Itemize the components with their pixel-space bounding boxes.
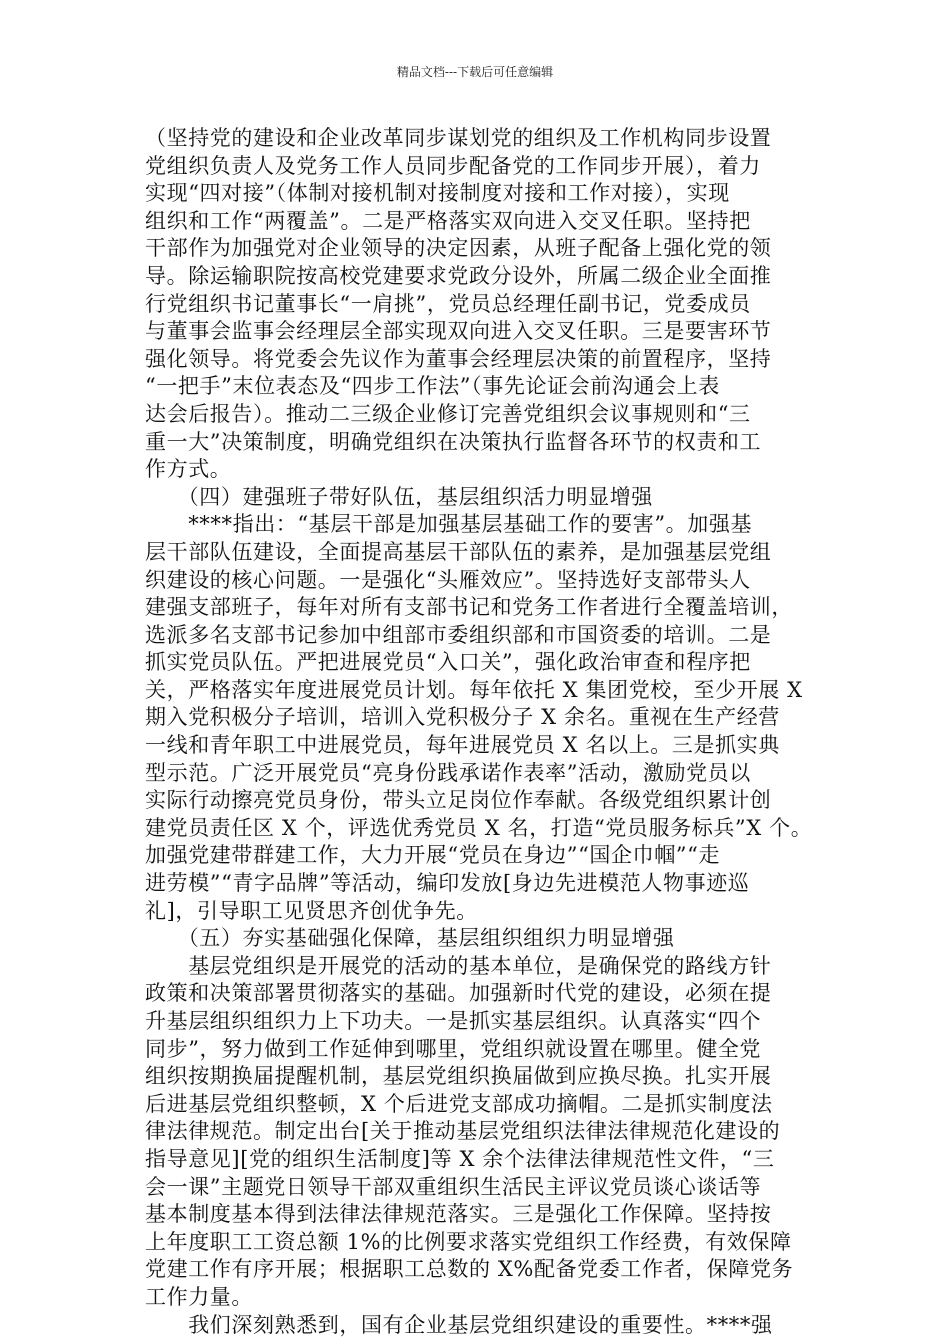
text-line: 律法律规范。制定出台[关于推动基层党组织法律法律规范化建设的 bbox=[145, 1119, 781, 1144]
text-line: 礼]，引导职工见贤思齐创优争先。 bbox=[145, 898, 478, 923]
text-line: 重一大”决策制度，明确党组织在决策执行监督各环节的权责和工 bbox=[145, 429, 762, 454]
page-header: 精品文档---下载后可任意编辑 bbox=[396, 65, 554, 79]
text-line: 作方式。 bbox=[145, 457, 232, 482]
text-line: 一线和青年职工中进展党员，每年进展党员 X 名以上。三是抓实典 bbox=[145, 733, 780, 758]
text-line: 组织和工作“两覆盖”。二是严格落实双向进入交叉任职。坚持把 bbox=[145, 208, 751, 233]
text-line: 上年度职工工资总额 1%的比例要求落实党组织工作经费，有效保障 bbox=[145, 1229, 792, 1254]
text-line: 后进基层党组织整顿，X 个后进党支部成功摘帽。二是抓实制度法 bbox=[145, 1091, 773, 1116]
text-line: 建党员责任区 X 个，评选优秀党员 X 名，打造“党员服务标兵”X 个。 bbox=[145, 815, 813, 840]
text-line: 组织按期换届提醒机制，基层党组织换届做到应换尽换。扎实开展 bbox=[145, 1064, 772, 1089]
text-line: 我们深刻熟悉到，国有企业基层党组织建设的重要性。****强 bbox=[145, 1312, 773, 1337]
text-line: 工作力量。 bbox=[145, 1284, 253, 1309]
text-line: ****指出：“基层干部是加强基层基础工作的要害”。加强基 bbox=[145, 512, 753, 537]
text-line: 党组织负责人及党务工作人员同步配备党的工作同步开展），着力 bbox=[145, 153, 761, 178]
text-line: 实际行动擦亮党员身份，带头立足岗位作奉献。各级党组织累计创 bbox=[145, 788, 772, 813]
text-line: “一把手”末位表态及“四步工作法”（事先论证会前沟通会上表 bbox=[145, 374, 720, 399]
text-line: 抓实党员队伍。严把进展党员“入口关”，强化政治审查和程序把 bbox=[145, 650, 751, 675]
text-line: 会一课”主题党日领导干部双重组织生活民主评议党员谈心谈话等 bbox=[145, 1174, 762, 1199]
text-line: 强化领导。将党委会先议作为董事会经理层决策的前置程序，坚持 bbox=[145, 346, 772, 371]
text-line: （坚持党的建设和企业改革同步谋划党的组织及工作机构同步设置 bbox=[145, 126, 772, 150]
text-line: 升基层组织组织力上下功夫。一是抓实基层组织。认真落实“四个 bbox=[145, 1009, 762, 1033]
text-line: （五）夯实基础强化保障，基层组织组织力明显增强 bbox=[145, 926, 675, 951]
text-line: 达会后报告）。推动二三级企业修订完善党组织会议事规则和“三 bbox=[145, 401, 751, 426]
document-body bbox=[145, 125, 815, 1339]
text-line: 与董事会监事会经理层全部实现双向进入交叉任职。三是要害环节 bbox=[145, 319, 772, 344]
text-line: 加强党建带群建工作，大力开展“党员在身边”“国企巾帼”“走 bbox=[145, 843, 721, 868]
text-line: 实现“四对接”（体制对接机制对接制度对接和工作对接），实现 bbox=[145, 181, 730, 206]
text-line: 党建工作有序开展；根据职工总数的 X%配备党委工作者，保障党务 bbox=[145, 1257, 794, 1282]
text-line: 建强支部班子，每年对所有支部书记和党务工作者进行全覆盖培训， bbox=[145, 595, 793, 620]
text-line: 导。除运输职院按高校党建要求党政分设外，所属二级企业全面推 bbox=[145, 263, 772, 288]
text-line: 关，严格落实年度进展党员计划。每年依托 X 集团党校，至少开展 X bbox=[145, 677, 803, 702]
text-line: 指导意见][党的组织生活制度]等 X 余个法律法律规范性文件，“三 bbox=[145, 1146, 775, 1171]
text-line: 织建设的核心问题。一是强化“头雁效应”。坚持选好支部带头人 bbox=[145, 567, 751, 592]
text-line: 基层党组织是开展党的活动的基本单位，是确保党的路线方针 bbox=[145, 953, 772, 978]
text-line: 行党组织书记董事长“一肩挑”，党员总经理任副书记，党委成员 bbox=[145, 291, 751, 316]
text-line: 基本制度基本得到法律法律规范落实。三是强化工作保障。坚持按 bbox=[145, 1202, 772, 1227]
text-line: 同步”，努力做到工作延伸到哪里，党组织就设置在哪里。健全党 bbox=[145, 1036, 762, 1061]
text-line: 政策和决策部署贯彻落实的基础。加强新时代党的建设，必须在提 bbox=[145, 981, 772, 1006]
text-line: 干部作为加强党对企业领导的决定因素，从班子配备上强化党的领 bbox=[145, 236, 772, 261]
text-line: 选派多名支部书记参加中组部市委组织部和市国资委的培训。二是 bbox=[145, 622, 772, 647]
text-line: 期入党积极分子培训，培训入党积极分子 X 余名。重视在生产经营 bbox=[145, 705, 780, 730]
text-line: 型示范。广泛开展党员“亮身份践承诺作表率”活动，激励党员以 bbox=[145, 760, 751, 785]
text-line: 进劳模”“青字品牌”等活动，编印发放[身边先进模范人物事迹巡 bbox=[145, 871, 750, 896]
text-line: （四）建强班子带好队伍，基层组织活力明显增强 bbox=[145, 484, 653, 509]
text-line: 层干部队伍建设，全面提高基层干部队伍的素养，是加强基层党组 bbox=[145, 539, 772, 564]
